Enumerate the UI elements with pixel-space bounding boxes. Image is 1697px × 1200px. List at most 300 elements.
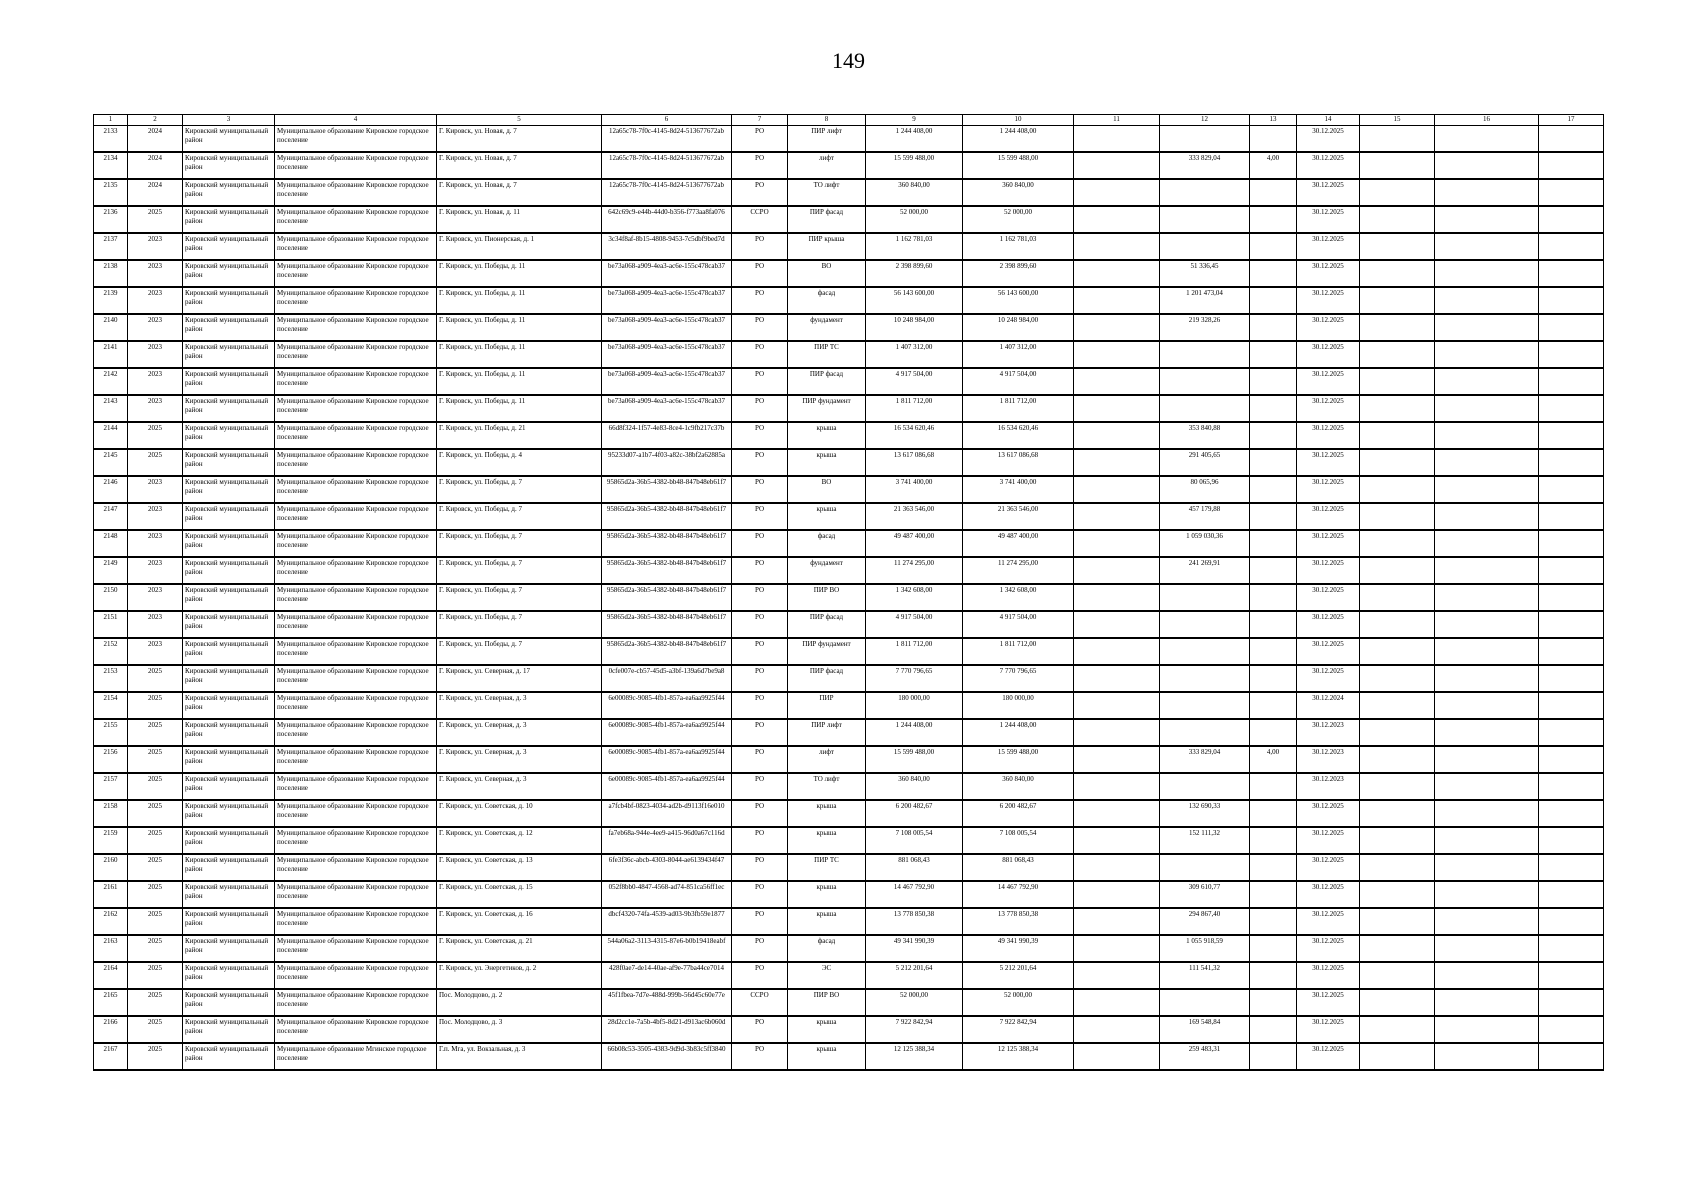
table-cell: Муниципальное образование Кировское городское поселение [275, 962, 437, 989]
table-cell: be73a068-a909-4ea3-ac6e-155c478cab37 [602, 395, 732, 422]
table-cell: 353 840,88 [1160, 422, 1250, 449]
table-cell: РО [732, 719, 788, 746]
table-cell: 49 341 990,39 [963, 935, 1074, 962]
table-cell [1250, 260, 1297, 287]
table-cell: 30.12.2025 [1297, 152, 1360, 179]
table-cell: 52 000,00 [866, 989, 963, 1016]
table-cell [1539, 476, 1604, 503]
table-cell [1250, 179, 1297, 206]
table-cell: be73a068-a909-4ea3-ac6e-155c478cab37 [602, 368, 732, 395]
table-cell [1160, 638, 1250, 665]
table-cell: Г. Кировск, ул. Советская, д. 13 [437, 854, 602, 881]
table-cell: 4 917 504,00 [963, 368, 1074, 395]
table-row [94, 854, 1604, 881]
table-cell: 219 328,26 [1160, 314, 1250, 341]
column-header: 3 [183, 115, 275, 126]
table-cell [1435, 665, 1539, 692]
table-cell: Г. Кировск, ул. Северная, д. 3 [437, 746, 602, 773]
table-cell: 2023 [128, 314, 183, 341]
table-cell [1074, 341, 1160, 368]
table-cell: 2023 [128, 260, 183, 287]
table-cell: Муниципальное образование Кировское городское поселение [275, 314, 437, 341]
table-cell [1435, 341, 1539, 368]
table-cell [1435, 881, 1539, 908]
table-cell: Кировский муниципальный район [183, 287, 275, 314]
table-cell: 6fe3f36c-abcb-4303-8044-ae6139434f47 [602, 854, 732, 881]
table-cell: ПИР фасад [788, 611, 866, 638]
table-cell: 457 179,88 [1160, 503, 1250, 530]
table-cell: 21 363 546,00 [963, 503, 1074, 530]
table-cell: Муниципальное образование Кировское городское поселение [275, 341, 437, 368]
table-cell [1360, 638, 1435, 665]
table-cell [1435, 773, 1539, 800]
table-cell [1539, 395, 1604, 422]
table-cell: 30.12.2025 [1297, 314, 1360, 341]
table-cell: Кировский муниципальный район [183, 908, 275, 935]
table-cell: ПИР лифт [788, 126, 866, 153]
table-cell: Кировский муниципальный район [183, 233, 275, 260]
table-cell: 1 244 408,00 [963, 719, 1074, 746]
table-cell: Г. Кировск, ул. Победы, д. 11 [437, 341, 602, 368]
table-cell: 360 840,00 [963, 773, 1074, 800]
column-header: 6 [602, 115, 732, 126]
table-cell [1074, 206, 1160, 233]
table-cell: 30.12.2025 [1297, 179, 1360, 206]
table-cell: 95865d2a-36b5-4382-bb48-847b48eb61f7 [602, 503, 732, 530]
table-cell [1435, 800, 1539, 827]
table-cell [1435, 233, 1539, 260]
table-cell: 56 143 600,00 [963, 287, 1074, 314]
table-cell: РО [732, 962, 788, 989]
table-cell: 2156 [94, 746, 128, 773]
table-cell: Кировский муниципальный район [183, 800, 275, 827]
table-cell: 132 690,33 [1160, 800, 1250, 827]
table-cell: 6e00089c-9085-4fb1-857a-ea6aa9925f44 [602, 692, 732, 719]
table-row [94, 476, 1604, 503]
table-row [94, 368, 1604, 395]
table-cell: Муниципальное образование Кировское городское поселение [275, 287, 437, 314]
column-header: 12 [1160, 115, 1250, 126]
table-cell [1360, 827, 1435, 854]
table-cell: фундамент [788, 557, 866, 584]
table-cell: 291 405,65 [1160, 449, 1250, 476]
table-cell: РО [732, 449, 788, 476]
table-cell [1435, 287, 1539, 314]
table-cell: 2167 [94, 1043, 128, 1070]
table-cell: ПИР фасад [788, 368, 866, 395]
table-cell: 1 244 408,00 [963, 126, 1074, 153]
table-cell: 7 922 842,94 [866, 1016, 963, 1043]
table-cell [1435, 260, 1539, 287]
table-cell: Муниципальное образование Кировское городское поселение [275, 152, 437, 179]
table-cell [1250, 449, 1297, 476]
table-cell [1539, 557, 1604, 584]
table-cell: Муниципальное образование Кировское городское поселение [275, 395, 437, 422]
table-cell: РО [732, 422, 788, 449]
table-cell: 111 541,32 [1160, 962, 1250, 989]
table-cell: Г. Кировск, ул. Северная, д. 3 [437, 692, 602, 719]
table-cell [1539, 1043, 1604, 1070]
table-cell: 294 867,40 [1160, 908, 1250, 935]
table-cell [1435, 395, 1539, 422]
table-cell: 30.12.2025 [1297, 1043, 1360, 1070]
column-header: 15 [1360, 115, 1435, 126]
table-cell: 66b08c53-3505-4383-9d9d-3b83c5ff3840 [602, 1043, 732, 1070]
table-cell: Г. Кировск, ул. Северная, д. 17 [437, 665, 602, 692]
table-cell: 30.12.2025 [1297, 233, 1360, 260]
table-cell [1360, 395, 1435, 422]
table-cell: Г. Кировск, ул. Советская, д. 10 [437, 800, 602, 827]
table-cell: 1 811 712,00 [963, 395, 1074, 422]
table-row [94, 233, 1604, 260]
table-cell [1074, 773, 1160, 800]
table-cell [1074, 314, 1160, 341]
table-cell: 16 534 620,46 [963, 422, 1074, 449]
table-row [94, 773, 1604, 800]
table-cell: лифт [788, 152, 866, 179]
table-row [94, 557, 1604, 584]
table-cell: РО [732, 341, 788, 368]
table-cell [1074, 449, 1160, 476]
table-cell: 30.12.2025 [1297, 503, 1360, 530]
table-cell [1360, 611, 1435, 638]
table-cell: Муниципальное образование Кировское городское поселение [275, 854, 437, 881]
table-cell: РО [732, 881, 788, 908]
table-row [94, 260, 1604, 287]
table-cell: 2158 [94, 800, 128, 827]
table-cell: Муниципальное образование Кировское городское поселение [275, 584, 437, 611]
table-cell: 4 917 504,00 [866, 611, 963, 638]
table-cell [1360, 935, 1435, 962]
table-row [94, 126, 1604, 153]
table-cell [1250, 341, 1297, 368]
table-cell [1250, 368, 1297, 395]
table-cell [1160, 692, 1250, 719]
table-cell: 30.12.2025 [1297, 827, 1360, 854]
table-cell: 12 125 388,34 [866, 1043, 963, 1070]
table-cell: 30.12.2025 [1297, 395, 1360, 422]
table-cell [1250, 935, 1297, 962]
table-row [94, 179, 1604, 206]
table-cell: 12a65c78-7f0c-4145-8d24-513677672ab [602, 152, 732, 179]
table-cell [1160, 989, 1250, 1016]
table-cell [1435, 854, 1539, 881]
table-cell [1074, 287, 1160, 314]
table-cell: Муниципальное образование Кировское городское поселение [275, 773, 437, 800]
table-cell: 2135 [94, 179, 128, 206]
table-cell [1539, 719, 1604, 746]
table-cell: 2025 [128, 827, 183, 854]
table-cell: 2025 [128, 206, 183, 233]
table-cell [1250, 827, 1297, 854]
table-cell [1539, 665, 1604, 692]
table-cell: 30.12.2025 [1297, 800, 1360, 827]
table-cell: 2165 [94, 989, 128, 1016]
table-cell [1360, 800, 1435, 827]
table-cell: 2025 [128, 962, 183, 989]
table-cell: 2161 [94, 881, 128, 908]
table-cell: 2145 [94, 449, 128, 476]
table-cell: Муниципальное образование Кировское городское поселение [275, 260, 437, 287]
table-cell: 1 811 712,00 [866, 638, 963, 665]
table-cell: РО [732, 935, 788, 962]
table-cell [1360, 503, 1435, 530]
table-cell: 30.12.2023 [1297, 719, 1360, 746]
table-cell: 2023 [128, 395, 183, 422]
table-cell [1360, 341, 1435, 368]
table-cell: 95233d07-a1b7-4f03-a82c-38bf2a62885a [602, 449, 732, 476]
table-cell: 2025 [128, 773, 183, 800]
table-cell [1360, 368, 1435, 395]
table-cell [1160, 395, 1250, 422]
table-cell: крыша [788, 881, 866, 908]
table-cell: РО [732, 395, 788, 422]
table-cell: 2025 [128, 692, 183, 719]
table-row [94, 314, 1604, 341]
table-cell: Г. Кировск, ул. Победы, д. 7 [437, 584, 602, 611]
table-cell [1074, 476, 1160, 503]
table-cell [1435, 611, 1539, 638]
table-cell: 30.12.2025 [1297, 557, 1360, 584]
table-cell: Кировский муниципальный район [183, 314, 275, 341]
column-header: 9 [866, 115, 963, 126]
table-cell [1074, 827, 1160, 854]
table-cell: РО [732, 530, 788, 557]
table-cell [1074, 179, 1160, 206]
table-cell: 66d8f324-1f57-4e83-8ce4-1c9fb217c37b [602, 422, 732, 449]
table-cell: 52 000,00 [866, 206, 963, 233]
table-cell: 30.12.2025 [1297, 341, 1360, 368]
table-cell: 2152 [94, 638, 128, 665]
table-cell [1160, 611, 1250, 638]
table-cell [1250, 908, 1297, 935]
table-cell [1539, 422, 1604, 449]
table-cell: 2162 [94, 908, 128, 935]
table-cell: Г. Кировск, ул. Советская, д. 12 [437, 827, 602, 854]
table-cell: Кировский муниципальный район [183, 1043, 275, 1070]
table-cell: 2 398 899,60 [963, 260, 1074, 287]
table-cell: крыша [788, 422, 866, 449]
table-cell: ПИР ВО [788, 989, 866, 1016]
table-cell: 30.12.2025 [1297, 638, 1360, 665]
table-cell [1160, 368, 1250, 395]
table-cell: 95865d2a-36b5-4382-bb48-847b48eb61f7 [602, 530, 732, 557]
table-cell: 2023 [128, 503, 183, 530]
table-body [94, 126, 1604, 1071]
table-cell: 2024 [128, 126, 183, 153]
table-row [94, 449, 1604, 476]
table-cell: 180 000,00 [866, 692, 963, 719]
table-cell: Г. Кировск, ул. Северная, д. 3 [437, 719, 602, 746]
table-cell: фасад [788, 530, 866, 557]
table-cell [1360, 989, 1435, 1016]
table-cell [1360, 233, 1435, 260]
table-cell: 2023 [128, 341, 183, 368]
table-cell [1435, 746, 1539, 773]
table-cell: 241 269,91 [1160, 557, 1250, 584]
table-cell [1539, 314, 1604, 341]
table-cell [1539, 341, 1604, 368]
table-cell: Муниципальное образование Кировское городское поселение [275, 638, 437, 665]
table-cell: ВО [788, 260, 866, 287]
table-cell: Муниципальное образование Кировское городское поселение [275, 233, 437, 260]
table-cell: Кировский муниципальный район [183, 746, 275, 773]
table-cell: 2023 [128, 530, 183, 557]
table-cell: Кировский муниципальный район [183, 341, 275, 368]
table-cell: Муниципальное образование Кировское городское поселение [275, 881, 437, 908]
table-cell [1539, 854, 1604, 881]
table-cell: Муниципальное образование Кировское городское поселение [275, 935, 437, 962]
table-cell: 30.12.2025 [1297, 1016, 1360, 1043]
table-cell [1360, 206, 1435, 233]
table-cell: РО [732, 908, 788, 935]
table-cell: Муниципальное образование Кировское городское поселение [275, 368, 437, 395]
table-cell: РО [732, 314, 788, 341]
table-cell: крыша [788, 800, 866, 827]
table-cell [1250, 557, 1297, 584]
table-cell: РО [732, 287, 788, 314]
table-cell: РО [732, 800, 788, 827]
table-cell: 2140 [94, 314, 128, 341]
table-cell [1539, 989, 1604, 1016]
table-cell: Кировский муниципальный район [183, 152, 275, 179]
table-cell: Г. Кировск, ул. Победы, д. 7 [437, 530, 602, 557]
table-cell: 30.12.2023 [1297, 773, 1360, 800]
table-cell: РО [732, 152, 788, 179]
table-cell [1539, 233, 1604, 260]
table-cell [1074, 800, 1160, 827]
table-cell: 2023 [128, 476, 183, 503]
table-cell: Кировский муниципальный район [183, 935, 275, 962]
table-cell: 30.12.2025 [1297, 206, 1360, 233]
table-cell: Муниципальное образование Кировское городское поселение [275, 126, 437, 153]
table-cell [1250, 422, 1297, 449]
table-cell: Кировский муниципальный район [183, 1016, 275, 1043]
table-cell: 13 778 850,38 [963, 908, 1074, 935]
table-cell: Кировский муниципальный район [183, 557, 275, 584]
table-cell: Г. Кировск, ул. Пионерская, д. 1 [437, 233, 602, 260]
table-cell: Муниципальное образование Кировское городское поселение [275, 530, 437, 557]
table-cell: 169 548,84 [1160, 1016, 1250, 1043]
table-cell [1360, 530, 1435, 557]
table-cell: Г. Кировск, ул. Новая, д. 7 [437, 152, 602, 179]
table-cell: крыша [788, 449, 866, 476]
table-cell [1435, 584, 1539, 611]
table-cell: 4,00 [1250, 746, 1297, 773]
table-cell: 14 467 792,90 [963, 881, 1074, 908]
table-cell: 49 341 990,39 [866, 935, 963, 962]
table-cell: dbcf4320-74fa-4539-ad03-9b3fb59e1877 [602, 908, 732, 935]
table-cell: Муниципальное образование Кировское городское поселение [275, 179, 437, 206]
table-row [94, 800, 1604, 827]
table-cell [1250, 962, 1297, 989]
table-cell: РО [732, 611, 788, 638]
table-cell: РО [732, 476, 788, 503]
table-cell [1160, 719, 1250, 746]
table-cell: 1 811 712,00 [963, 638, 1074, 665]
table-cell [1250, 611, 1297, 638]
table-cell: 51 336,45 [1160, 260, 1250, 287]
table-cell: 7 922 842,94 [963, 1016, 1074, 1043]
table-cell: РО [732, 1043, 788, 1070]
table-cell [1250, 476, 1297, 503]
table-cell: Г. Кировск, ул. Победы, д. 7 [437, 503, 602, 530]
table-cell [1250, 530, 1297, 557]
table-cell [1250, 233, 1297, 260]
table-cell: Муниципальное образование Кировское городское поселение [275, 692, 437, 719]
table-cell [1074, 557, 1160, 584]
table-cell [1360, 287, 1435, 314]
table-cell: Кировский муниципальный район [183, 503, 275, 530]
table-cell: 30.12.2025 [1297, 881, 1360, 908]
table-cell: be73a068-a909-4ea3-ac6e-155c478cab37 [602, 260, 732, 287]
table-cell: ПИР [788, 692, 866, 719]
table-cell [1074, 368, 1160, 395]
table-cell: 1 342 608,00 [963, 584, 1074, 611]
table-cell: Муниципальное образование Кировское городское поселение [275, 449, 437, 476]
table-cell: крыша [788, 1043, 866, 1070]
table-cell: фундамент [788, 314, 866, 341]
table-cell [1074, 422, 1160, 449]
table-cell: РО [732, 854, 788, 881]
table-row [94, 1043, 1604, 1070]
table-row [94, 287, 1604, 314]
table-cell [1435, 422, 1539, 449]
table-cell: 2138 [94, 260, 128, 287]
table-cell: Г. Кировск, ул. Победы, д. 11 [437, 287, 602, 314]
table-cell: 2023 [128, 287, 183, 314]
table-cell: 30.12.2024 [1297, 692, 1360, 719]
table-cell: фасад [788, 935, 866, 962]
table-cell [1360, 665, 1435, 692]
table-cell: крыша [788, 1016, 866, 1043]
table-cell [1539, 126, 1604, 153]
table-cell: be73a068-a909-4ea3-ac6e-155c478cab37 [602, 287, 732, 314]
table-row [94, 908, 1604, 935]
table-cell [1539, 260, 1604, 287]
table-cell: Г. Кировск, ул. Победы, д. 7 [437, 638, 602, 665]
table-cell: 30.12.2025 [1297, 530, 1360, 557]
table-row [94, 341, 1604, 368]
table-cell: Г. Кировск, ул. Победы, д. 7 [437, 611, 602, 638]
table-cell: лифт [788, 746, 866, 773]
table-cell: 881 068,43 [963, 854, 1074, 881]
table-row [94, 152, 1604, 179]
table-cell: 2149 [94, 557, 128, 584]
table-cell [1074, 233, 1160, 260]
table-row [94, 989, 1604, 1016]
table-cell: 6 200 482,67 [963, 800, 1074, 827]
table-cell [1250, 665, 1297, 692]
column-header: 5 [437, 115, 602, 126]
table-cell: 4 917 504,00 [963, 611, 1074, 638]
table-cell: 2024 [128, 152, 183, 179]
table-cell [1074, 503, 1160, 530]
table-cell [1074, 152, 1160, 179]
column-header: 11 [1074, 115, 1160, 126]
table-cell: 30.12.2025 [1297, 476, 1360, 503]
table-cell: 2025 [128, 746, 183, 773]
table-cell [1435, 935, 1539, 962]
table-cell [1074, 665, 1160, 692]
table-cell [1360, 746, 1435, 773]
table-cell: РО [732, 126, 788, 153]
table-cell: 52 000,00 [963, 206, 1074, 233]
table-cell: ПИР фасад [788, 206, 866, 233]
table-cell [1435, 503, 1539, 530]
table-cell [1074, 854, 1160, 881]
table-cell: 95865d2a-36b5-4382-bb48-847b48eb61f7 [602, 611, 732, 638]
